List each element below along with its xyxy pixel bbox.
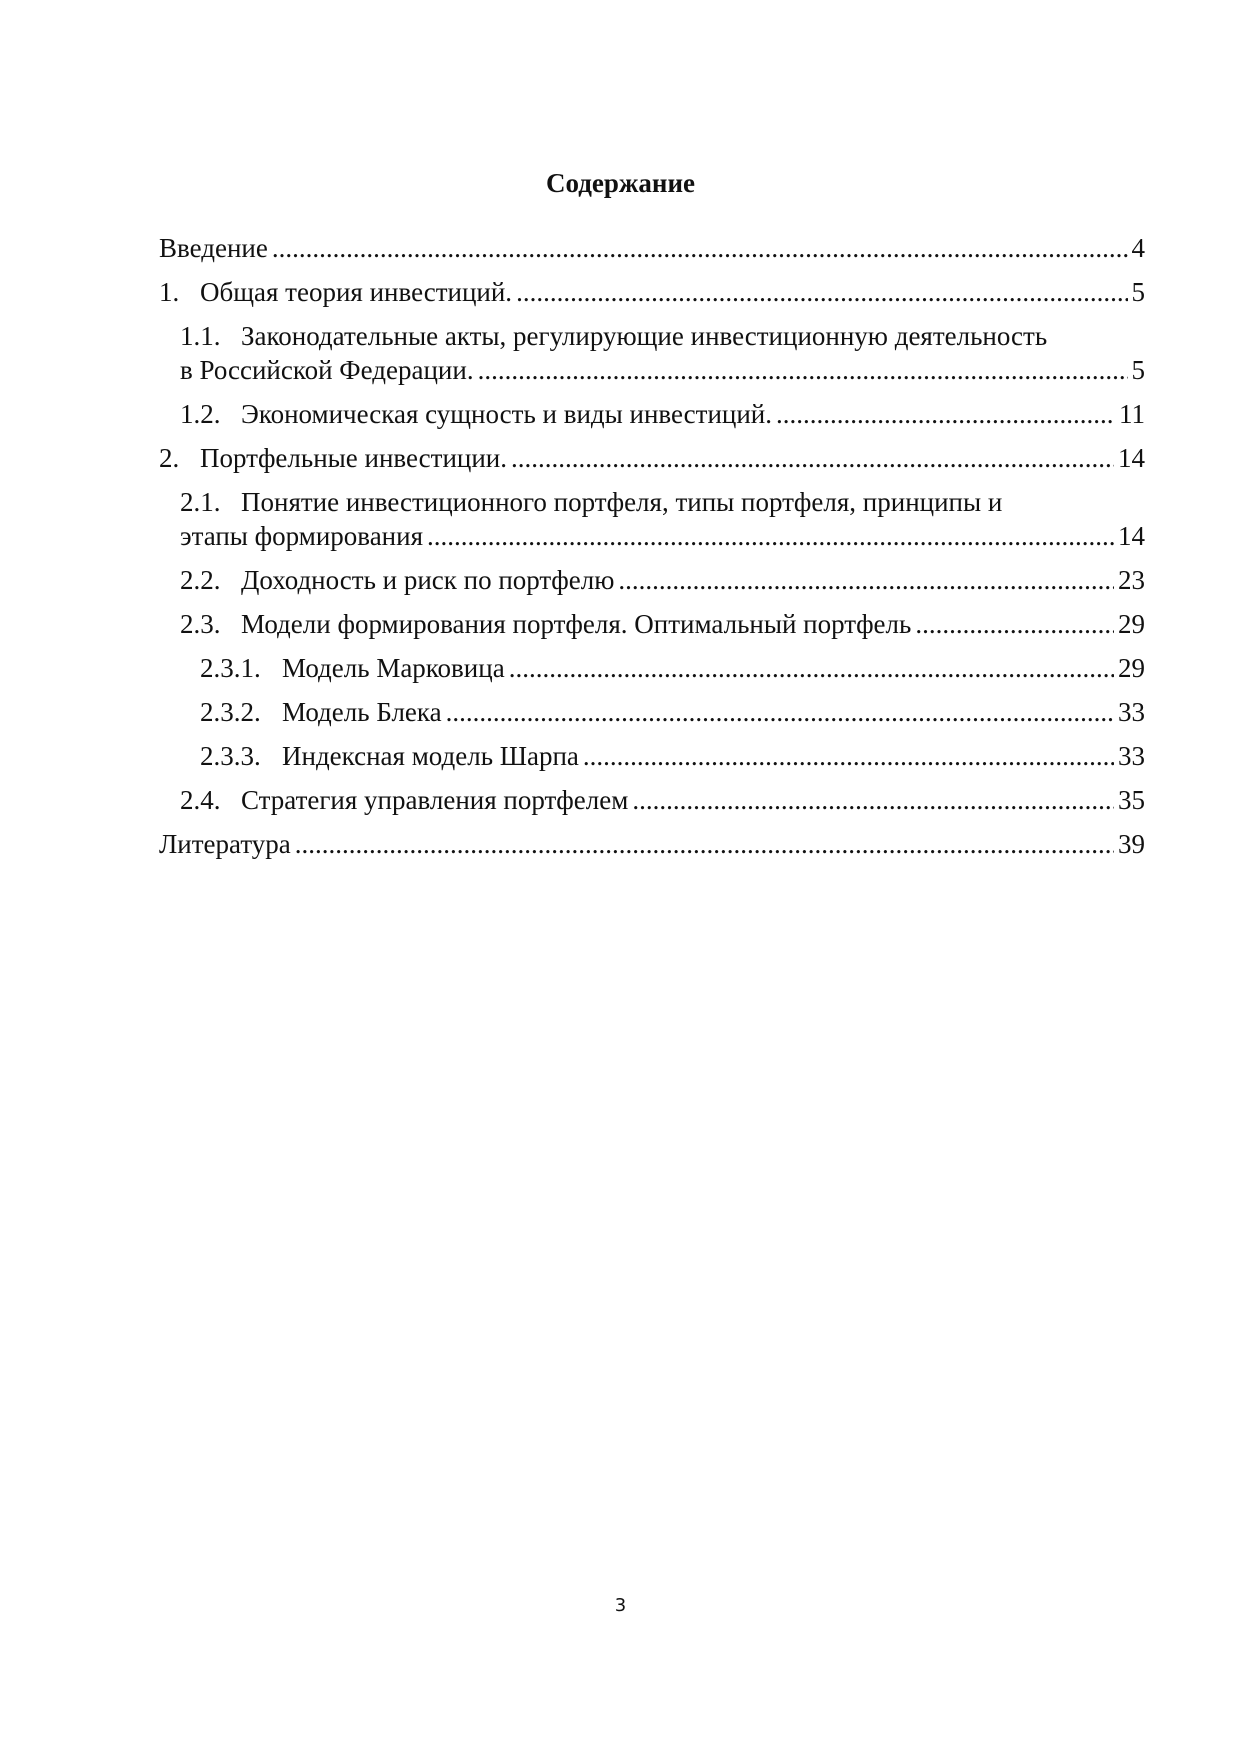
toc-entry-2[interactable]	[159, 438, 1145, 478]
toc-entry-text: Общая теория инвестиций.	[200, 277, 513, 307]
toc-entry-text: в Российской Федерации.	[180, 355, 474, 385]
toc-leader	[272, 228, 1128, 268]
toc-entry-2-3-3[interactable]	[200, 736, 1145, 776]
toc-entry-text: Введение	[159, 233, 268, 263]
toc-page-number: 14	[1118, 521, 1145, 551]
toc-entry-text: этапы формирования	[180, 521, 423, 551]
toc-entry-1[interactable]	[159, 272, 1145, 312]
toc-entry-intro[interactable]	[159, 228, 1145, 268]
toc-entry-literature[interactable]	[159, 824, 1145, 864]
toc-entry-text: Литература	[159, 829, 291, 859]
toc-leader	[295, 824, 1114, 864]
toc-entry-text: Модель Блека	[282, 697, 442, 727]
toc-entry-2-3[interactable]	[180, 604, 1145, 644]
toc-page-number: 4	[1131, 233, 1145, 263]
toc-entry-number: 1.1.	[180, 321, 221, 351]
toc-leader	[618, 560, 1114, 600]
toc-leader	[776, 394, 1115, 434]
toc-entry-number: 2.3.2.	[200, 697, 261, 727]
toc-entry-text: Портфельные инвестиции.	[200, 443, 508, 473]
toc-entry-text: Доходность и риск по портфелю	[241, 565, 615, 595]
toc-entry-number: 2.3.	[180, 609, 221, 639]
toc-entry-number: 2.2.	[180, 565, 221, 595]
toc-leader	[632, 780, 1114, 820]
toc-leader	[516, 272, 1127, 312]
toc-entry-text: Экономическая сущность и виды инвестиций.	[241, 399, 773, 429]
page-title: Содержание	[545, 168, 696, 198]
toc-page-number: 39	[1118, 829, 1145, 859]
toc-entry-text: Законодательные акты, регулирующие инвестиционную деятельность	[241, 321, 1048, 351]
toc-entry-text: Стратегия управления портфелем	[241, 785, 629, 815]
toc-leader	[511, 438, 1114, 478]
toc-entry-2-1-continued[interactable]	[180, 516, 1145, 556]
toc-leader	[915, 604, 1114, 644]
toc-entry-1-1-continued[interactable]	[180, 350, 1145, 390]
toc-entry-2-4[interactable]	[180, 780, 1145, 820]
toc-entry-number: 2.3.1.	[200, 653, 261, 683]
toc-entry-text: Модели формирования портфеля. Оптимальный портфель	[241, 609, 912, 639]
toc-entry-2-3-2[interactable]	[200, 692, 1145, 732]
toc-page-number: 29	[1118, 609, 1145, 639]
toc-entry-text: Модель Марковица	[282, 653, 505, 683]
toc-page-number: 11	[1119, 399, 1145, 429]
toc-page-number: 5	[1131, 277, 1145, 307]
toc-leader	[583, 736, 1114, 776]
toc-entry-number: 2.3.3.	[200, 741, 261, 771]
toc-entry-number: 2.4.	[180, 785, 221, 815]
toc-entry-number: 2.1.	[180, 487, 221, 517]
page-number: 3	[614, 1595, 627, 1616]
toc-page-number: 33	[1118, 741, 1145, 771]
toc-page-number: 23	[1118, 565, 1145, 595]
toc-leader	[427, 516, 1114, 556]
toc-entry-number: 1.2.	[180, 399, 221, 429]
toc-page-number: 14	[1118, 443, 1145, 473]
toc-entry-number: 2.	[159, 443, 180, 473]
toc-entry-1-2[interactable]	[180, 394, 1145, 434]
toc-entry-2-2[interactable]	[180, 560, 1145, 600]
toc-leader	[509, 648, 1114, 688]
toc-leader	[478, 350, 1128, 390]
toc-page-number: 5	[1131, 355, 1145, 385]
toc-leader	[446, 692, 1114, 732]
toc-entry-text: Понятие инвестиционного портфеля, типы портфеля, принципы и	[241, 487, 1003, 517]
toc-entry-number: 1.	[159, 277, 180, 307]
toc-page-number: 29	[1118, 653, 1145, 683]
toc-entry-text: Индексная модель Шарпа	[282, 741, 579, 771]
toc-page-number: 33	[1118, 697, 1145, 727]
toc-page-number: 35	[1118, 785, 1145, 815]
toc-entry-2-3-1[interactable]	[200, 648, 1145, 688]
